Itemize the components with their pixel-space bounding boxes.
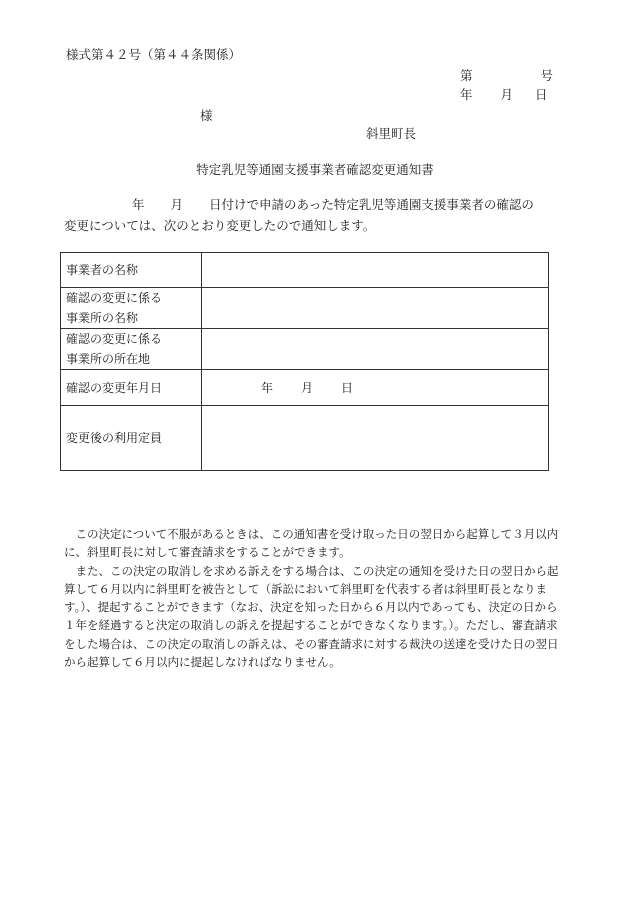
intro-paragraph (64, 194, 564, 236)
date-year: 年 (460, 87, 473, 102)
intro-year: 年 (132, 197, 145, 212)
table-row (61, 288, 549, 329)
office-name-label-line1: 確認の変更に係る (66, 291, 163, 305)
office-address-label-line1: 確認の変更に係る (66, 332, 163, 346)
office-address-value (202, 329, 549, 370)
doc-no-prefix: 第 (460, 68, 473, 83)
page-title: 特定乳児等通園支援事業者確認変更通知書 (196, 162, 434, 177)
table-row (61, 370, 549, 406)
change-date-year: 年 (261, 380, 274, 395)
office-name-label-line2: 事業所の名称 (66, 311, 139, 325)
change-date-value (202, 370, 549, 406)
intro-line-1 (64, 194, 564, 215)
doc-no-suffix: 号 (540, 68, 554, 83)
capacity-value (202, 406, 549, 471)
intro-month: 月 (170, 197, 184, 212)
date-day: 日 (535, 87, 548, 102)
change-details-table (60, 252, 549, 471)
notice-line: この決定について不服があるときは、この通知書を受け取った日の翌日から起算して３月以内 (64, 527, 559, 541)
notice-line: 算して６月以内に斜里町を被告として（訴訟において斜里町を代表する者は斜里町長となりま (64, 581, 547, 596)
document-date (460, 85, 548, 103)
intro-line-2: 変更については、次のとおり変更したので通知します。 (64, 218, 376, 233)
document-number (460, 66, 553, 84)
notice-line: す。）、提起することができます（なお、決定を知った日から６月以内であっても、決定の日から (64, 600, 558, 615)
office-name-value (202, 288, 549, 329)
business-name-value (202, 253, 549, 288)
notice-line: また、この決定の取消しを求める訴えをする場合は、この決定の通知を受けた日の翌日から起 (64, 563, 559, 578)
date-month: 月 (500, 87, 514, 102)
table-row (61, 253, 549, 288)
change-date-month: 月 (301, 380, 314, 395)
notice-line: に、斜里町長に対して審査請求をすることができます。 (64, 545, 351, 560)
business-name-label: 事業者の名称 (61, 253, 202, 288)
table-row (61, 406, 549, 471)
office-name-label (61, 288, 202, 329)
appeal-notice (64, 525, 570, 671)
capacity-label: 変更後の利用定員 (61, 406, 202, 471)
notice-line: から起算して６月以内に提起しなければなりません。 (64, 655, 341, 670)
addressee: 様 (200, 108, 213, 123)
change-date-day: 日 (341, 380, 354, 395)
table-row (61, 329, 549, 370)
notice-line: をした場合は、この決定の取消しの訴えは、その審査請求に対する裁決の送達を受けた日の翌日 (64, 636, 559, 651)
form-number: 様式第４２号（第４４条関係） (66, 47, 242, 62)
intro-text: 日付けで申請のあった特定乳児等通園支援事業者の確認の (209, 197, 534, 212)
change-date-label: 確認の変更年月日 (61, 370, 202, 406)
office-address-label (61, 329, 202, 370)
notice-line: １年を経過すると決定の取消しの訴えを提起することができなくなります。）。ただし、審査請求 (64, 618, 558, 633)
office-address-label-line2: 事業所の所在地 (66, 352, 151, 366)
sender: 斜里町長 (366, 126, 417, 141)
